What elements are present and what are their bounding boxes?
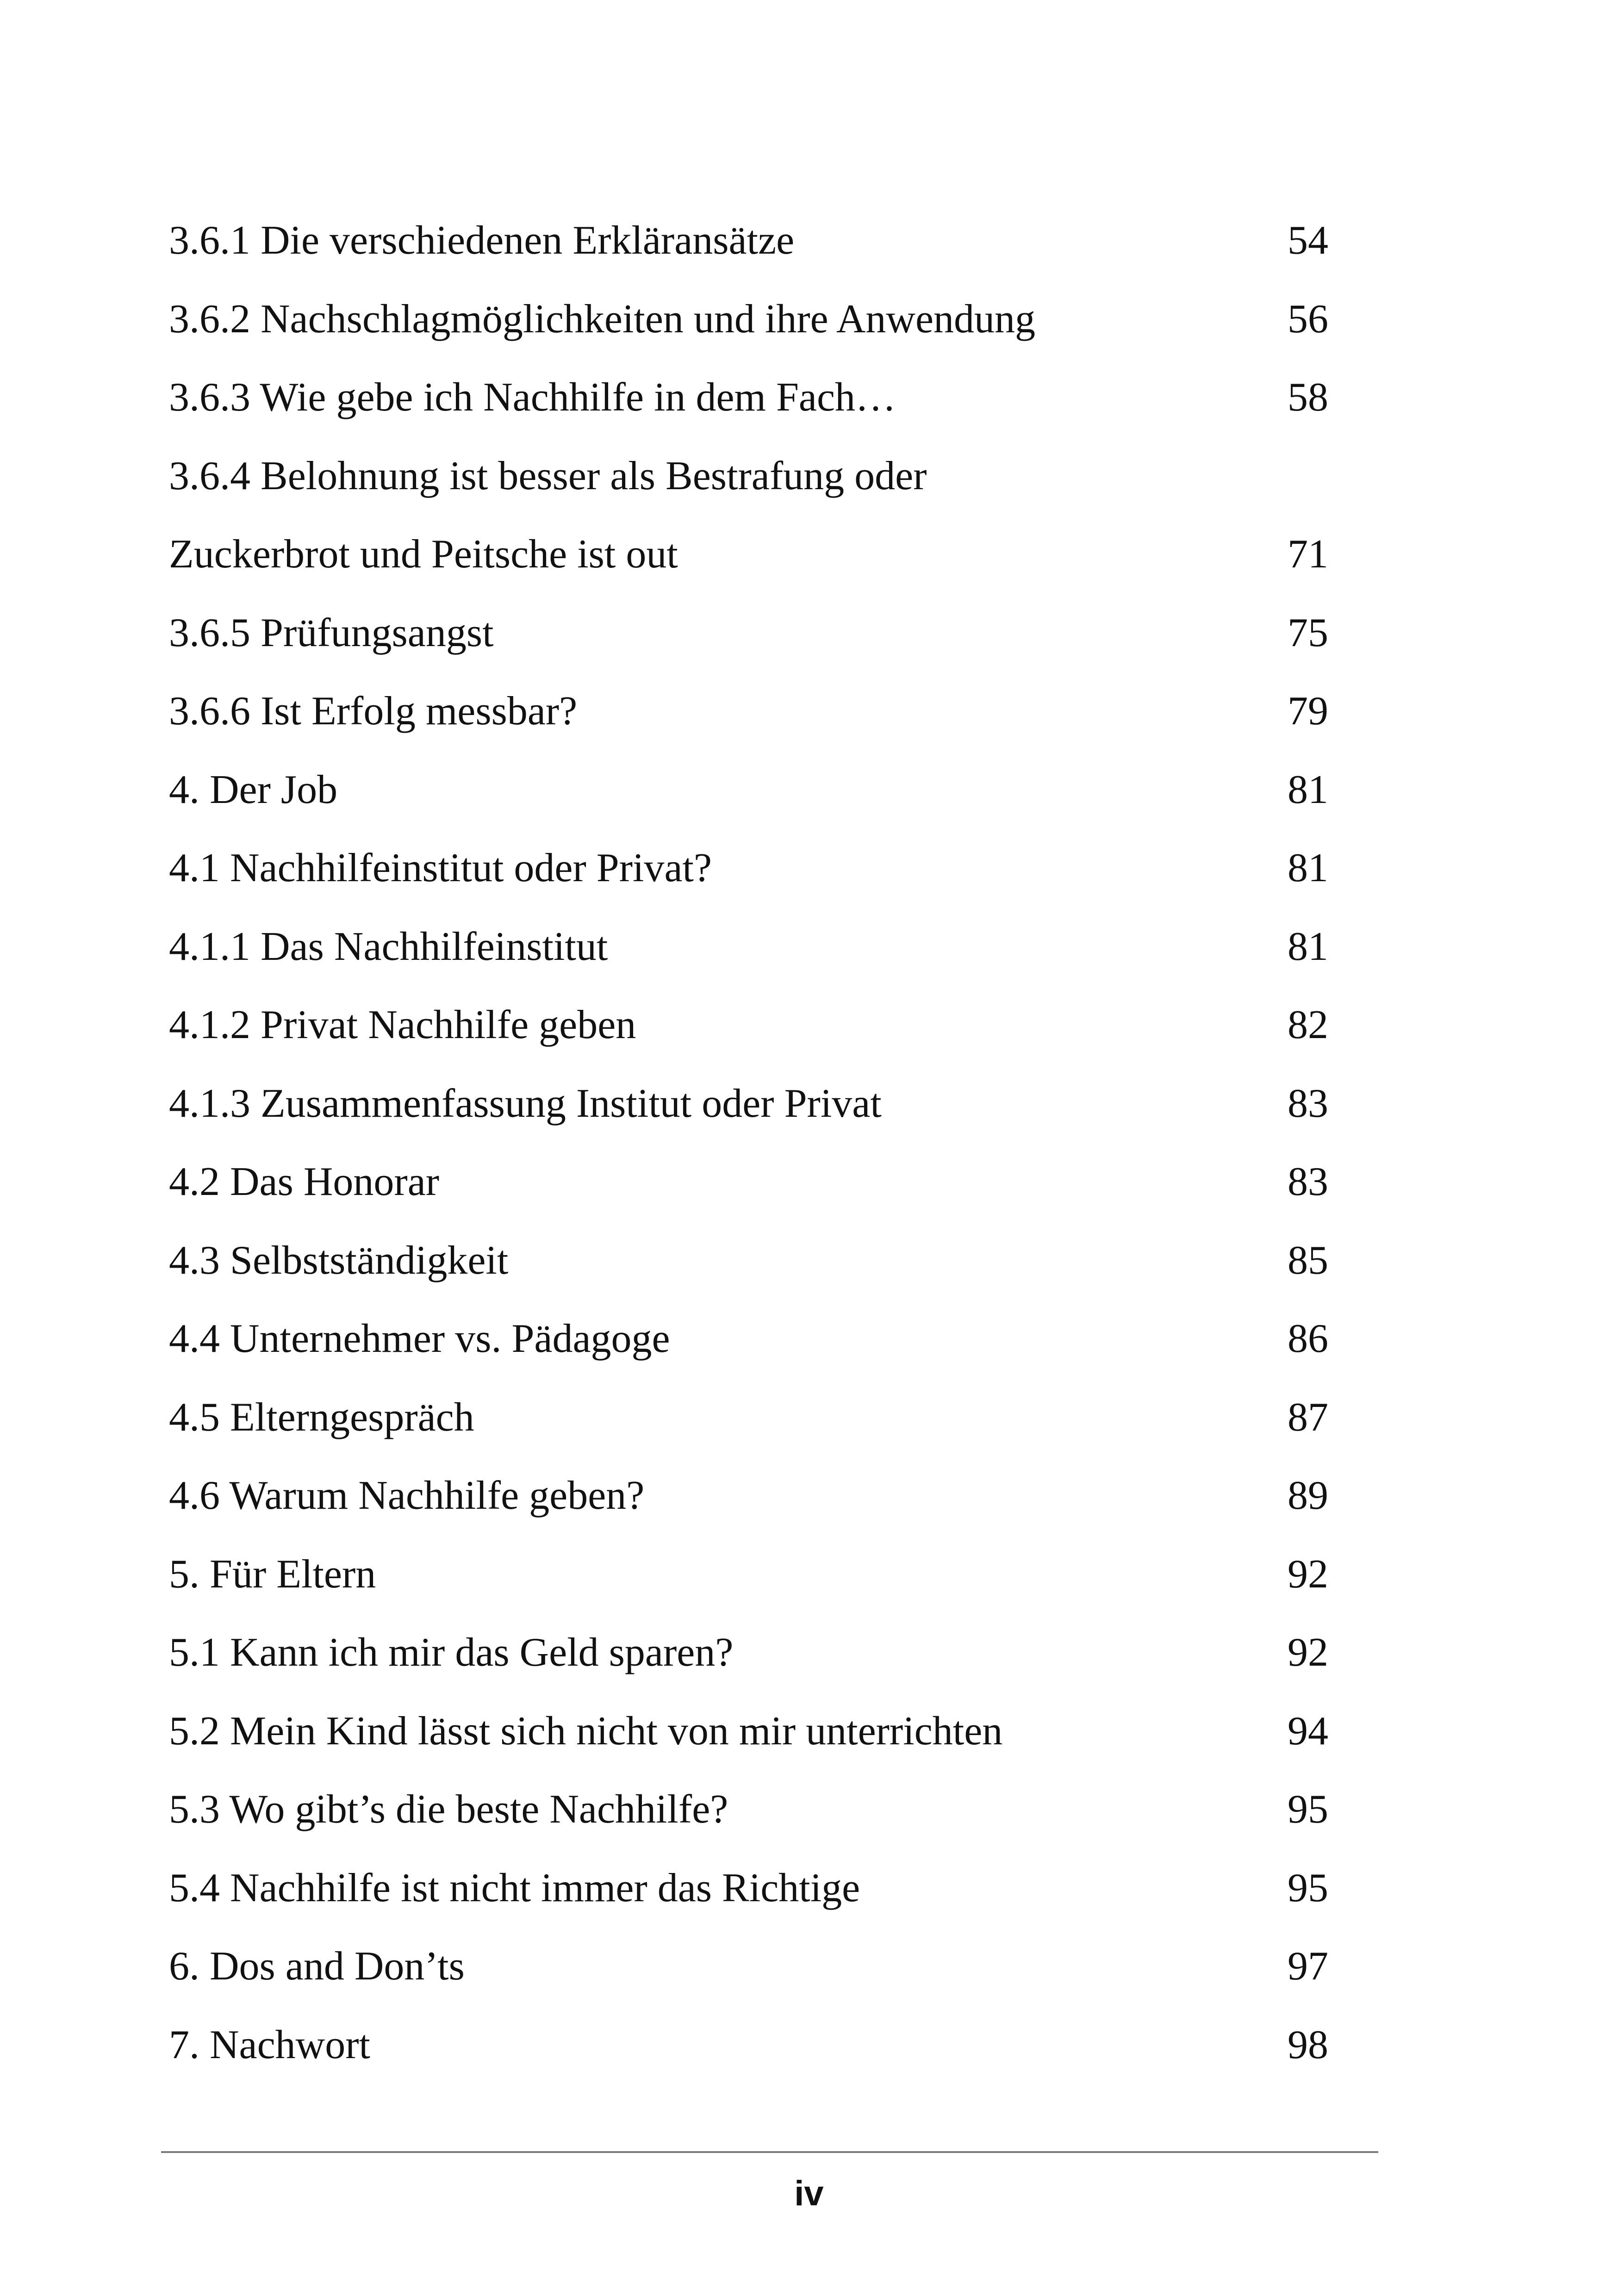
toc-entry (169, 986, 1328, 1064)
toc-entry (169, 280, 1328, 359)
toc-entry-page: 54 (1288, 218, 1328, 263)
toc-entry-page: 81 (1288, 767, 1328, 812)
toc-entry (169, 1456, 1328, 1535)
toc-entry-page: 89 (1288, 1473, 1328, 1518)
toc-entry-page: 98 (1288, 2022, 1328, 2067)
toc-entry (169, 1535, 1328, 1614)
toc-entry-title: 4.3 Selbstständigkeit (169, 1238, 509, 1283)
toc-entry-title: 5.2 Mein Kind lässt sich nicht von mir unterrichten (169, 1708, 1003, 1754)
toc-entry-title: 4.1.2 Privat Nachhilfe geben (169, 1002, 636, 1047)
toc-entry-page: 97 (1288, 1944, 1328, 1989)
toc-entry-page: 86 (1288, 1316, 1328, 1361)
toc-entry-title: 3.6.1 Die verschiedenen Erkläransätze (169, 218, 795, 263)
toc-entry-title: 4.1.1 Das Nachhilfeinstitut (169, 924, 608, 969)
toc-entry-page: 82 (1288, 1002, 1328, 1047)
toc-entry-page: 95 (1288, 1787, 1328, 1832)
toc-entry-title: 7. Nachwort (169, 2022, 370, 2067)
toc-entry (169, 1300, 1328, 1378)
toc-entry (169, 1143, 1328, 1221)
toc-entry-title: 4.2 Das Honorar (169, 1159, 440, 1204)
toc-entry (169, 201, 1328, 280)
toc-entry-title: 4. Der Job (169, 767, 338, 812)
toc-entry-page: 79 (1288, 689, 1328, 734)
toc-entry-page: 75 (1288, 610, 1328, 655)
toc-entry-title: 4.5 Elterngespräch (169, 1394, 474, 1440)
footer-divider (161, 2151, 1378, 2153)
toc-entry (169, 1064, 1328, 1143)
toc-entry-title: 3.6.6 Ist Erfolg messbar? (169, 689, 578, 734)
page-number: iv (794, 2174, 824, 2213)
toc-entry-title: 4.6 Warum Nachhilfe geben? (169, 1473, 645, 1518)
toc-entry-title: 6. Dos and Don’ts (169, 1944, 465, 1989)
toc-entry-title: 3.6.5 Prüfungsangst (169, 610, 494, 655)
toc-entry (169, 515, 1328, 594)
toc-entry (169, 672, 1328, 751)
toc-entry-page: 81 (1288, 924, 1328, 969)
toc-entry-title: 3.6.4 Belohnung ist besser als Bestrafung oder (169, 453, 927, 498)
toc-entry (169, 1221, 1328, 1300)
toc-entry-page: 85 (1288, 1238, 1328, 1283)
toc-entry (169, 437, 1328, 516)
toc-entry-title: 5.3 Wo gibt’s die beste Nachhilfe? (169, 1787, 728, 1832)
toc-entry (169, 358, 1328, 437)
toc-entry (169, 2006, 1328, 2084)
toc-entry (169, 1692, 1328, 1771)
toc-entry (169, 1378, 1328, 1457)
toc-entry-page: 71 (1288, 532, 1328, 577)
toc-entry-page: 58 (1288, 375, 1328, 420)
toc-entry (169, 1613, 1328, 1692)
toc-entry (169, 908, 1328, 986)
toc-entry-title: 4.4 Unternehmer vs. Pädagoge (169, 1316, 670, 1361)
toc-entry-title: 5. Für Eltern (169, 1551, 376, 1597)
toc-entry-page: 83 (1288, 1159, 1328, 1204)
toc-entry-title: 3.6.2 Nachschlagmöglichkeiten und ihre Anwendung (169, 296, 1036, 342)
toc-entry (169, 751, 1328, 829)
toc-entry (169, 829, 1328, 908)
toc-entry (169, 1770, 1328, 1849)
toc-entry-page: 87 (1288, 1394, 1328, 1440)
toc-entry-page: 95 (1288, 1865, 1328, 1910)
toc-entry-page: 92 (1288, 1551, 1328, 1597)
toc-entry (169, 594, 1328, 672)
toc-entry-title: 4.1.3 Zusammenfassung Institut oder Privat (169, 1081, 882, 1126)
toc-entry-page: 81 (1288, 846, 1328, 890)
toc-entry-page: 56 (1288, 296, 1328, 342)
toc-entry-title: 4.1 Nachhilfeinstitut oder Privat? (169, 846, 712, 890)
toc-entry-page: 83 (1288, 1081, 1328, 1126)
toc-entry-title: 5.4 Nachhilfe ist nicht immer das Richtige (169, 1865, 860, 1910)
toc-entry-title: 3.6.3 Wie gebe ich Nachhilfe in dem Fach… (169, 375, 896, 420)
toc-entry-page: 94 (1288, 1708, 1328, 1754)
toc-entry-title: Zuckerbrot und Peitsche ist out (169, 532, 678, 577)
toc-entry-page: 92 (1288, 1630, 1328, 1675)
toc-entry (169, 1849, 1328, 1928)
toc-entry-title: 5.1 Kann ich mir das Geld sparen? (169, 1630, 734, 1675)
table-of-contents (169, 201, 1328, 2084)
toc-entry (169, 1927, 1328, 2006)
